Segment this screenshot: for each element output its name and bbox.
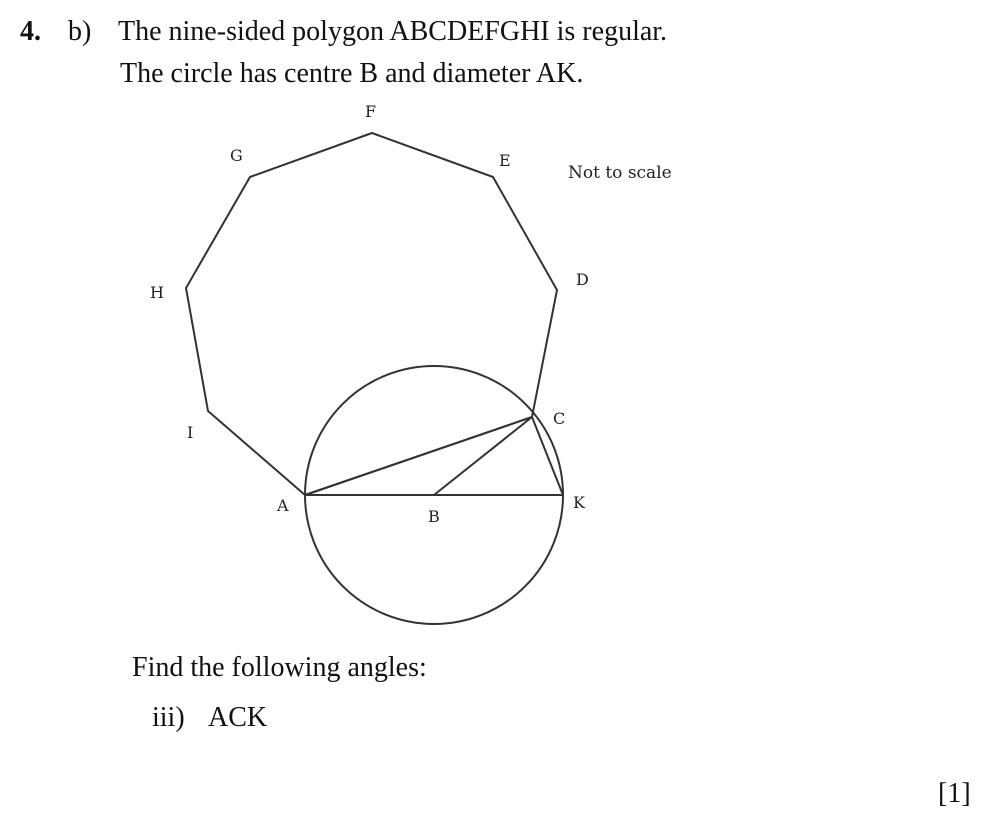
label-k: K <box>573 493 585 512</box>
sub-question-label: iii) <box>152 702 185 733</box>
question-statement-polygon: The nine-sided polygon ABCDEFGHI is regular. <box>118 16 668 47</box>
label-g: G <box>230 146 243 165</box>
label-b: B <box>428 507 440 526</box>
question-number: 4. <box>20 16 41 47</box>
question-part: b) <box>68 16 92 47</box>
label-a: A <box>277 496 289 515</box>
segment-bc <box>434 417 532 495</box>
segment-ac <box>305 417 532 495</box>
segment-ck <box>532 417 563 495</box>
label-h: H <box>150 283 164 302</box>
label-f: F <box>365 102 377 121</box>
marks-badge: [1] <box>938 778 971 809</box>
label-c: C <box>553 409 566 428</box>
label-e: E <box>499 151 511 170</box>
label-i: I <box>187 423 194 442</box>
task-prompt: Find the following angles: <box>132 652 427 683</box>
question-statement-circle: The circle has centre B and diameter AK. <box>120 58 584 89</box>
sub-question-angle: ACK <box>208 702 268 733</box>
label-d: D <box>576 270 589 289</box>
not-to-scale-note: Not to scale <box>568 163 672 183</box>
